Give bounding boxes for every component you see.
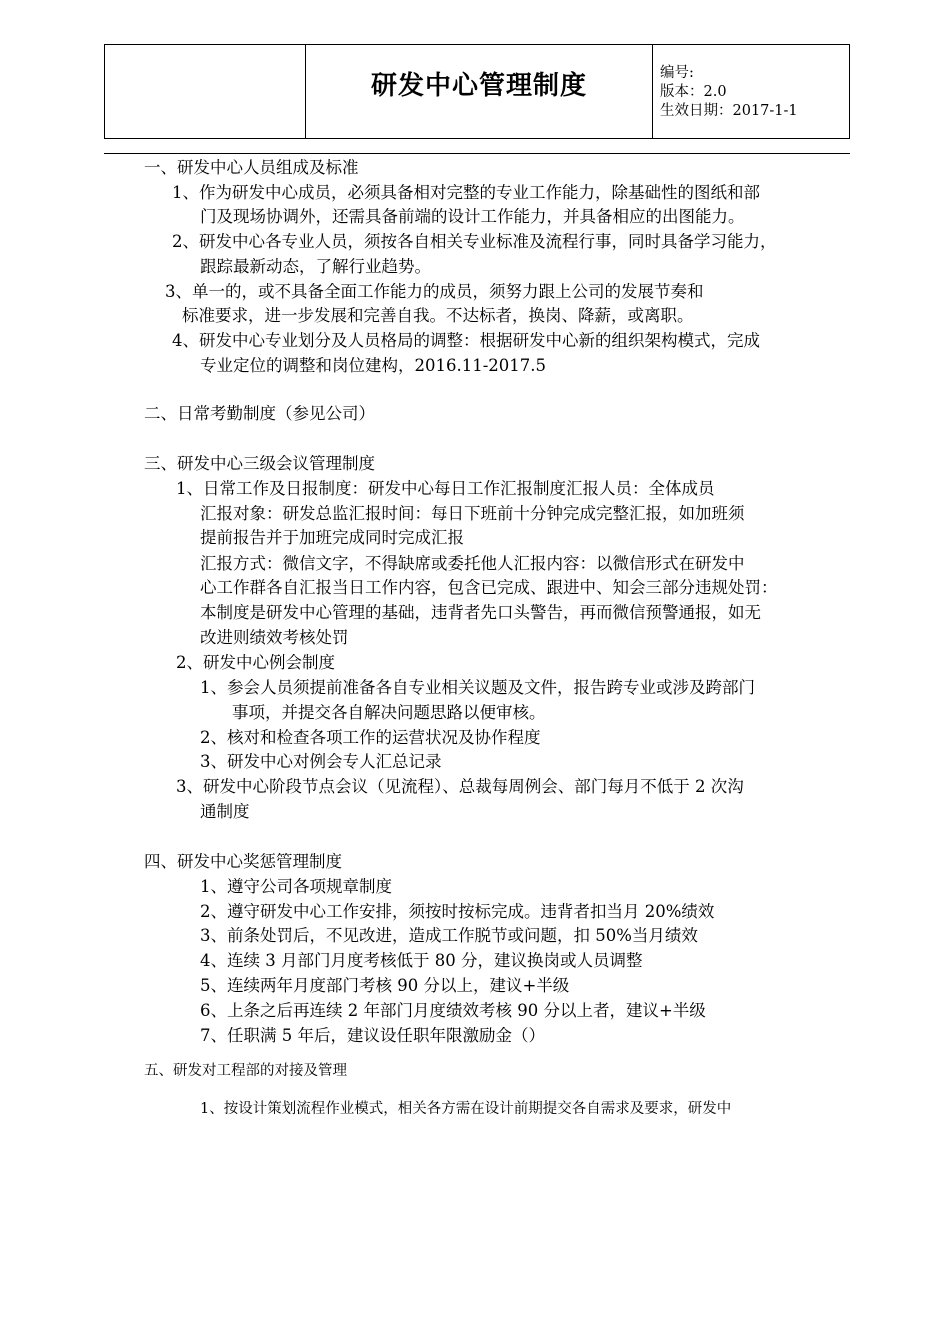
paragraph-line: 汇报方式：微信文字，不得缺席或委托他人汇报内容：以微信形式在研发中 [200,554,745,573]
paragraph-line: 本制度是研发中心管理的基础，违背者先口头警告，再而微信预警通报，如无 [200,603,761,622]
paragraph-line: 3、研发中心阶段节点会议（见流程）、总裁每周例会、部门每月不低于 2 次沟 [176,777,744,796]
paragraph-line: 2、研发中心例会制度 [176,653,335,672]
header-divider [104,153,850,154]
paragraph-line: 跟踪最新动态，了解行业趋势。 [200,257,431,276]
paragraph-line: 6、上条之后再连续 2 年部门月度绩效考核 90 分以上者，建议+半级 [200,1001,706,1020]
paragraph-line: 4、研发中心专业划分及人员格局的调整：根据研发中心新的组织架构模式，完成 [172,331,760,350]
paragraph-line: 1、按设计策划流程作业模式，相关各方需在设计前期提交各自需求及要求，研发中 [200,1101,732,1117]
paragraph-line: 1、遵守公司各项规章制度 [200,877,392,896]
paragraph-line: 1、日常工作及日报制度：研发中心每日工作汇报制度汇报人员：全体成员 [176,479,715,498]
document-version: 版本：2.0 [660,84,727,100]
paragraph-line: 改进则绩效考核处罚 [200,628,349,647]
paragraph-line: 3、单一的，或不具备全面工作能力的成员，须努力跟上公司的发展节奏和 [165,282,704,301]
meta-cell [653,45,849,138]
paragraph-line: 5、连续两年月度部门考核 90 分以上，建议+半级 [200,976,570,995]
section-heading: 五、研发对工程部的对接及管理 [144,1063,347,1079]
paragraph-line: 标准要求，进一步发展和完善自我。不达标者，换岗、降薪，或离职。 [182,306,694,325]
section-heading: 一、研发中心人员组成及标准 [144,158,359,177]
paragraph-line: 事项，并提交各自解决问题思路以便审核。 [232,703,546,722]
effective-date: 生效日期：2017-1-1 [660,103,798,119]
paragraph-line: 2、研发中心各专业人员，须按各自相关专业标准及流程行事，同时具备学习能力， [172,232,777,251]
paragraph-line: 7、任职满 5 年后，建议设任职年限激励金（） [200,1026,545,1045]
paragraph-line: 3、前条处罚后，不见改进，造成工作脱节或问题，扣 50%当月绩效 [200,926,698,945]
paragraph-line: 汇报对象：研发总监汇报时间：每日下班前十分钟完成完整汇报，如加班须 [200,504,745,523]
paragraph-line: 4、连续 3 月部门月度考核低于 80 分，建议换岗或人员调整 [200,951,643,970]
paragraph-line: 提前报告并于加班完成同时完成汇报 [200,528,464,547]
paragraph-line: 3、研发中心对例会专人汇总记录 [200,752,442,771]
section-heading: 三、研发中心三级会议管理制度 [144,454,375,473]
paragraph-line: 专业定位的调整和岗位建构，2016.11-2017.5 [200,356,547,375]
document-title: 研发中心管理制度 [370,71,587,101]
paragraph-line: 心工作群各自汇报当日工作内容，包含已完成、跟进中、知会三部分违规处罚： [200,578,778,597]
document-number: 编号: [660,65,694,81]
title-cell [306,45,653,138]
paragraph-line: 2、遵守研发中心工作安排，须按时按标完成。违背者扣当月 20%绩效 [200,902,715,921]
paragraph-line: 1、作为研发中心成员，必须具备相对完整的专业工作能力，除基础性的图纸和部 [172,183,760,202]
paragraph-line: 门及现场协调外，还需具备前端的设计工作能力，并具备相应的出图能力。 [200,207,745,226]
document-header-table [104,44,850,139]
logo-cell [105,45,306,138]
section-heading: 四、研发中心奖惩管理制度 [144,852,342,871]
section-heading: 二、日常考勤制度（参见公司） [144,404,375,423]
paragraph-line: 1、参会人员须提前准备各自专业相关议题及文件，报告跨专业或涉及跨部门 [200,678,755,697]
paragraph-line: 通制度 [200,802,250,821]
paragraph-line: 2、核对和检查各项工作的运营状况及协作程度 [200,728,541,747]
